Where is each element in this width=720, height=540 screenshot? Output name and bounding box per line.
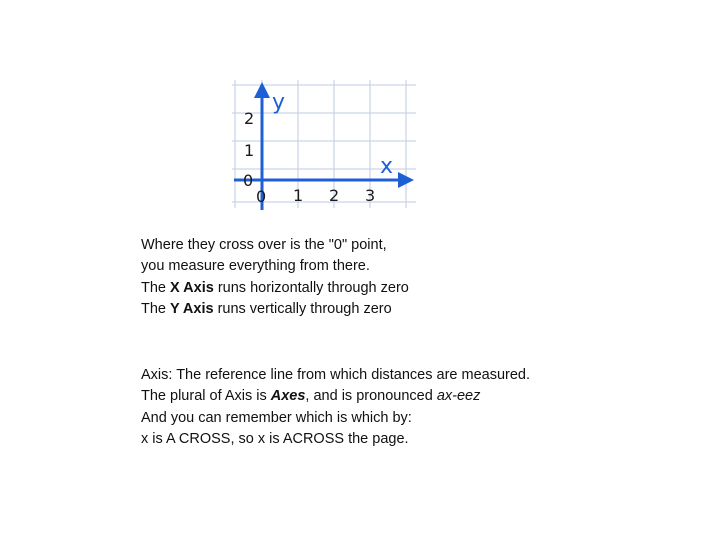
x-tick-label: 0 bbox=[256, 187, 267, 206]
text-fragment: The plural of Axis is bbox=[141, 388, 271, 405]
text-line bbox=[141, 386, 530, 407]
x-tick-label: 2 bbox=[329, 186, 340, 205]
text-line: you measure everything from there. bbox=[141, 258, 370, 275]
x-tick-label: 1 bbox=[293, 186, 304, 205]
axes-diagram bbox=[232, 72, 422, 212]
text-fragment: , and is pronounced bbox=[305, 388, 437, 405]
axis-term: Axis bbox=[141, 367, 169, 383]
y-axis-term: Y Axis bbox=[170, 300, 214, 317]
text-line bbox=[141, 278, 409, 299]
text-line: x is A CROSS, so x is ACROSS the page. bbox=[141, 430, 409, 447]
pronunciation: ax-eez bbox=[436, 388, 481, 405]
text-fragment: The bbox=[141, 279, 171, 296]
x-tick-label: 3 bbox=[365, 186, 376, 205]
y-tick-label: 1 bbox=[244, 141, 255, 160]
y-tick-label: 2 bbox=[244, 109, 255, 128]
y-axis-label: y bbox=[272, 90, 286, 115]
axis-definition-paragraph bbox=[141, 365, 530, 450]
text-line: Where they cross over is the "0" point, bbox=[141, 237, 387, 253]
text-line bbox=[141, 299, 409, 320]
x-axis-term: X Axis bbox=[170, 279, 214, 296]
text-fragment: : The reference line from which distances are measured. bbox=[168, 367, 531, 383]
text-fragment: runs horizontally through zero bbox=[213, 279, 409, 296]
text-fragment: The bbox=[141, 300, 171, 317]
text-line bbox=[141, 365, 530, 386]
text-fragment: runs vertically through zero bbox=[213, 300, 392, 317]
text-line: And you can remember which is which by: bbox=[141, 409, 412, 426]
x-axis-label: x bbox=[380, 154, 394, 179]
axis-intro-paragraph bbox=[141, 235, 409, 320]
y-tick-label: 0 bbox=[243, 171, 254, 190]
axes-plural-term: Axes bbox=[270, 388, 306, 405]
